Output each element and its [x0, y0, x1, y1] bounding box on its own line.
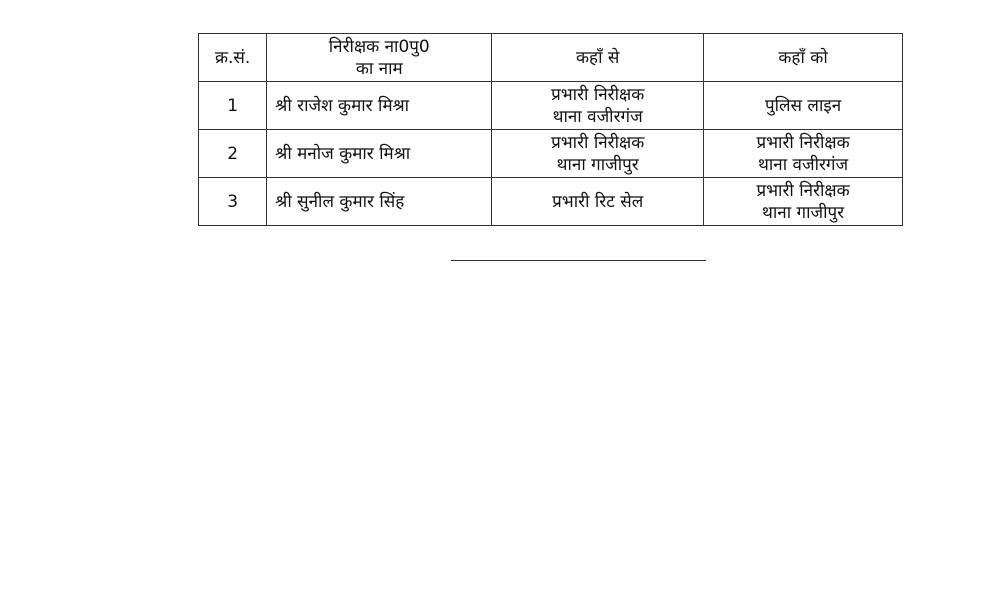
from-line2: थाना वजीरगंज	[552, 106, 643, 127]
to-line2: थाना गाजीपुर	[762, 202, 845, 223]
closing-divider-line	[451, 260, 706, 261]
transfer-table	[198, 33, 903, 226]
from-line2: थाना गाजीपुर	[556, 154, 639, 175]
from-line1: प्रभारी निरीक्षक	[551, 132, 645, 153]
inspector-name-cell: श्री सुनील कुमार सिंह	[267, 178, 492, 226]
to-line1: प्रभारी निरीक्षक	[756, 132, 850, 153]
inspector-name-cell: श्री मनोज कुमार मिश्रा	[267, 130, 492, 178]
header-serial-number: क्र.सं.	[199, 34, 267, 82]
to-line2: थाना वजीरगंज	[758, 154, 849, 175]
header-inspector-name-line2: का नाम	[355, 58, 403, 79]
header-from: कहाँ से	[492, 34, 704, 82]
serial-number-cell: 1	[199, 82, 267, 130]
to-line1: प्रभारी निरीक्षक	[756, 180, 850, 201]
table-row	[199, 178, 903, 226]
table-header	[199, 34, 903, 82]
from-cell	[492, 130, 704, 178]
from-cell	[492, 178, 704, 226]
from-cell	[492, 82, 704, 130]
serial-number-cell: 2	[199, 130, 267, 178]
from-line1: प्रभारी रिट सेल	[552, 191, 644, 212]
table-row	[199, 82, 903, 130]
from-line1: प्रभारी निरीक्षक	[551, 84, 645, 105]
header-inspector-name-line1: निरीक्षक ना0पु0	[328, 36, 430, 57]
header-inspector-name	[267, 34, 492, 82]
to-cell	[704, 130, 903, 178]
to-cell	[704, 178, 903, 226]
table-body	[199, 82, 903, 226]
to-line1: पुलिस लाइन	[764, 95, 842, 116]
inspector-name-cell: श्री राजेश कुमार मिश्रा	[267, 82, 492, 130]
table-row	[199, 130, 903, 178]
to-cell	[704, 82, 903, 130]
serial-number-cell: 3	[199, 178, 267, 226]
header-row	[199, 34, 903, 82]
header-to: कहाँ को	[704, 34, 903, 82]
